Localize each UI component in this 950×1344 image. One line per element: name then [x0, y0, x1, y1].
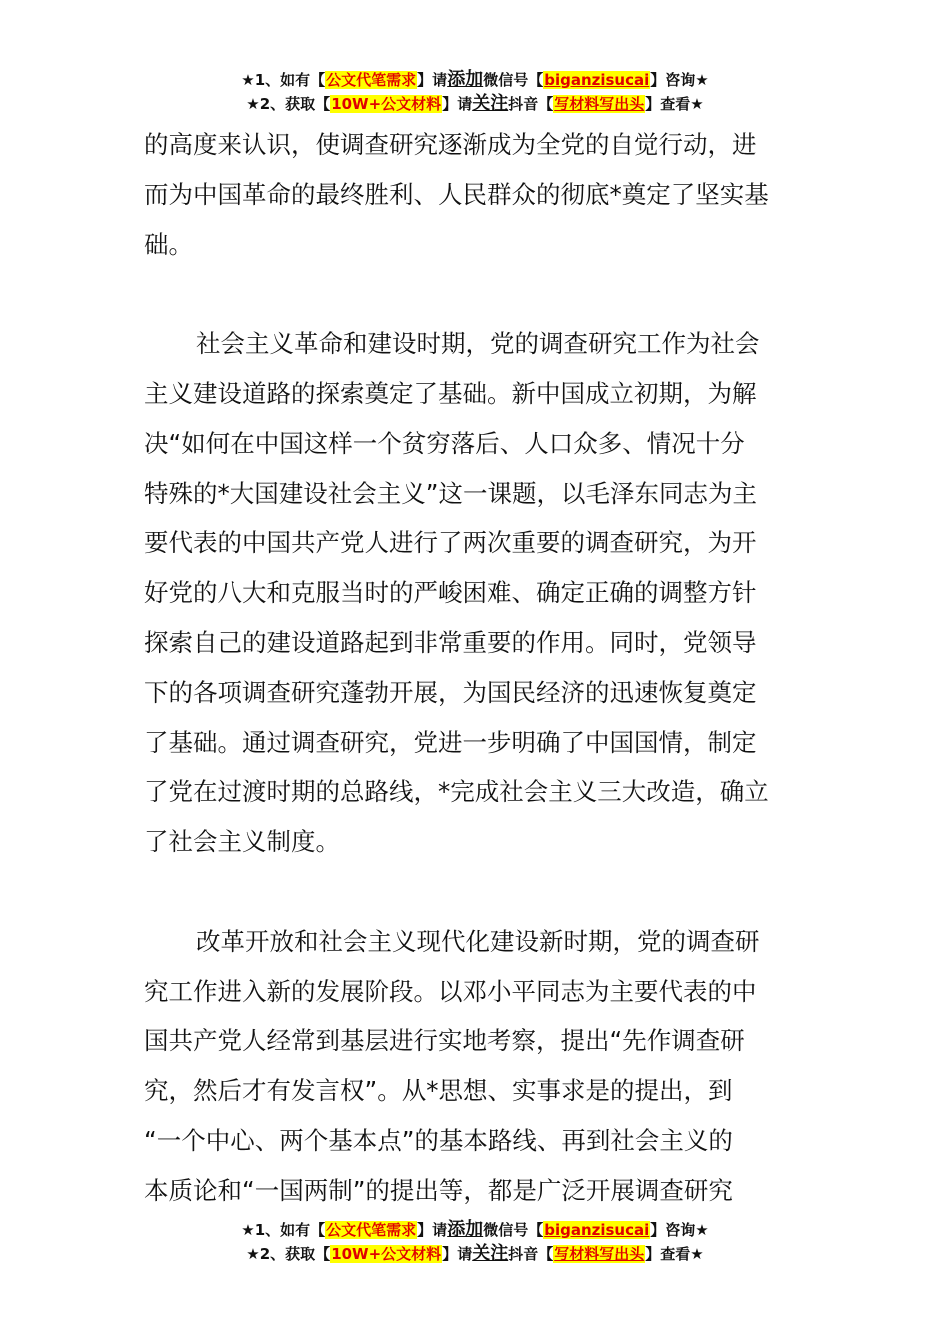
douyin-account: 写材料写出头 — [554, 1245, 645, 1263]
banner-line-2 — [0, 92, 950, 116]
document-body — [144, 120, 824, 1216]
highlight-materials: 10W+公文材料 — [331, 1245, 442, 1263]
banner-text: 】请 — [417, 1221, 448, 1239]
banner-text: 】咨询★ — [650, 71, 709, 89]
douyin-account: 写材料写出头 — [554, 95, 645, 113]
text-line: “一个中心、两个基本点”的基本路线、再到社会主义的 — [144, 1125, 733, 1155]
banner-text: ★1、如有【 — [241, 71, 326, 89]
header-banner — [0, 68, 950, 116]
highlight-service: 公文代笔需求 — [326, 71, 417, 89]
banner-text-follow: 关注 — [472, 93, 509, 114]
banner-text: 】查看★ — [645, 95, 704, 113]
banner-text: 抖音【 — [508, 1245, 554, 1263]
text-line: 国共产党人经常到基层进行实地考察，提出“先作调查研 — [144, 1026, 745, 1056]
text-line: 改革开放和社会主义现代化建设新时期，党的调查研 — [196, 926, 760, 956]
text-line: 主义建设道路的探索奠定了基础。新中国成立初期，为解 — [144, 378, 757, 408]
banner-text: ★2、获取【 — [246, 95, 331, 113]
text-line: 了基础。通过调查研究，党进一步明确了中国国情，制定 — [144, 727, 757, 757]
text-line: 究，然后才有发言权”。从*思想、实事求是的提出，到 — [144, 1076, 733, 1106]
highlight-materials: 10W+公文材料 — [331, 95, 442, 113]
text-line — [144, 867, 824, 917]
banner-text-add: 添加 — [447, 1219, 484, 1240]
footer-banner — [0, 1218, 950, 1266]
text-line: 了社会主义制度。 — [144, 827, 340, 857]
banner-text-add: 添加 — [447, 69, 484, 90]
text-line: 础。 — [144, 229, 193, 259]
banner-text: 微信号【 — [483, 1221, 544, 1239]
text-line: 本质论和“一国两制”的提出等，都是广泛开展调查研究 — [144, 1175, 733, 1205]
banner-text: 抖音【 — [508, 95, 554, 113]
text-line: 究工作进入新的发展阶段。以邓小平同志为主要代表的中 — [144, 976, 757, 1006]
banner-text-follow: 关注 — [472, 1243, 509, 1264]
highlight-service: 公文代笔需求 — [326, 1221, 417, 1239]
banner-text: 微信号【 — [483, 71, 544, 89]
text-line: 了党在过渡时期的总路线，*完成社会主义三大改造，确立 — [144, 777, 769, 807]
text-line: 探索自己的建设道路起到非常重要的作用。同时，党领导 — [144, 627, 757, 657]
text-line — [144, 269, 824, 319]
banner-line-1 — [0, 1218, 950, 1242]
text-line: 决“如何在中国这样一个贫穷落后、人口众多、情况十分 — [144, 428, 745, 458]
banner-text: 】咨询★ — [650, 1221, 709, 1239]
banner-text: 】请 — [442, 1245, 473, 1263]
wechat-id: biganzisucai — [544, 71, 650, 89]
text-line: 下的各项调查研究蓬勃开展，为国民经济的迅速恢复奠定 — [144, 677, 757, 707]
text-line: 要代表的中国共产党人进行了两次重要的调查研究，为开 — [144, 528, 757, 558]
banner-text: 】请 — [442, 95, 473, 113]
wechat-id: biganzisucai — [544, 1221, 650, 1239]
banner-line-1 — [0, 68, 950, 92]
text-line: 特殊的*大国建设社会主义”这一课题，以毛泽东同志为主 — [144, 478, 757, 508]
banner-text: 】请 — [417, 71, 448, 89]
text-line: 社会主义革命和建设时期，党的调查研究工作为社会 — [196, 329, 760, 359]
text-line: 的高度来认识，使调查研究逐渐成为全党的自觉行动，进 — [144, 130, 757, 159]
banner-text: 】查看★ — [645, 1245, 704, 1263]
banner-line-2 — [0, 1242, 950, 1266]
text-line: 好党的八大和克服当时的严峻困难、确定正确的调整方针 — [144, 578, 757, 608]
text-line: 而为中国革命的最终胜利、人民群众的彻底*奠定了坚实基 — [144, 179, 769, 209]
banner-text: ★2、获取【 — [246, 1245, 331, 1263]
banner-text: ★1、如有【 — [241, 1221, 326, 1239]
